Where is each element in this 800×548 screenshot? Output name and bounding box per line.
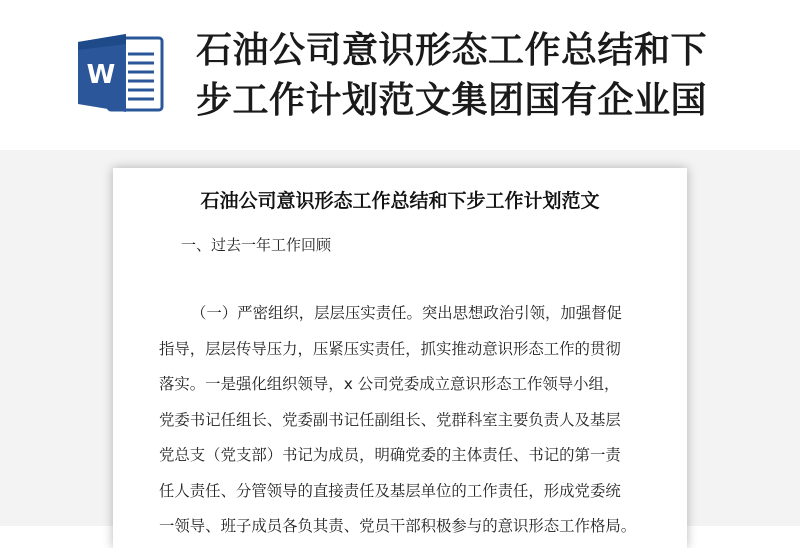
paragraph-line: 任人责任、分管领导的直接责任及基层单位的工作责任，形成党委统 xyxy=(159,481,621,500)
document-title: 石油公司意识形态工作总结和下步工作计划范文 xyxy=(200,190,600,212)
paragraph-line: （一）严密组织，层层压实责任。突出思想政治引领，加强督促 xyxy=(191,304,622,322)
paragraph-line: 落实。一是强化组织领导，x 公司党委成立意识形态工作领导小组， xyxy=(159,375,620,393)
section-heading: 一、过去一年工作回顾 xyxy=(181,236,332,254)
document-page-preview xyxy=(113,168,687,548)
page-title-line-2: 步工作计划范文集团国有企业国 xyxy=(196,80,708,121)
paragraph-line: 党总支（党支部）书记为成员，明确党委的主体责任、书记的第一责 xyxy=(159,446,621,464)
document-paragraph xyxy=(159,296,639,545)
word-icon-letter: W xyxy=(86,60,116,90)
paragraph-line: 一领导、班子成员各负其责、党员干部积极参与的意识形态工作格局。 xyxy=(159,517,637,535)
word-document-icon xyxy=(78,32,164,114)
header-banner xyxy=(0,0,800,150)
paragraph-line: 指导，层层传导压力，压紧压实责任，抓实推动意识形态工作的贯彻 xyxy=(159,339,621,358)
page-title xyxy=(196,26,786,126)
page-title-line-1: 石油公司意识形态工作总结和下 xyxy=(196,30,708,71)
paragraph-line: 党委书记任组长、党委副书记任副组长、党群科室主要负责人及基层 xyxy=(159,410,621,429)
